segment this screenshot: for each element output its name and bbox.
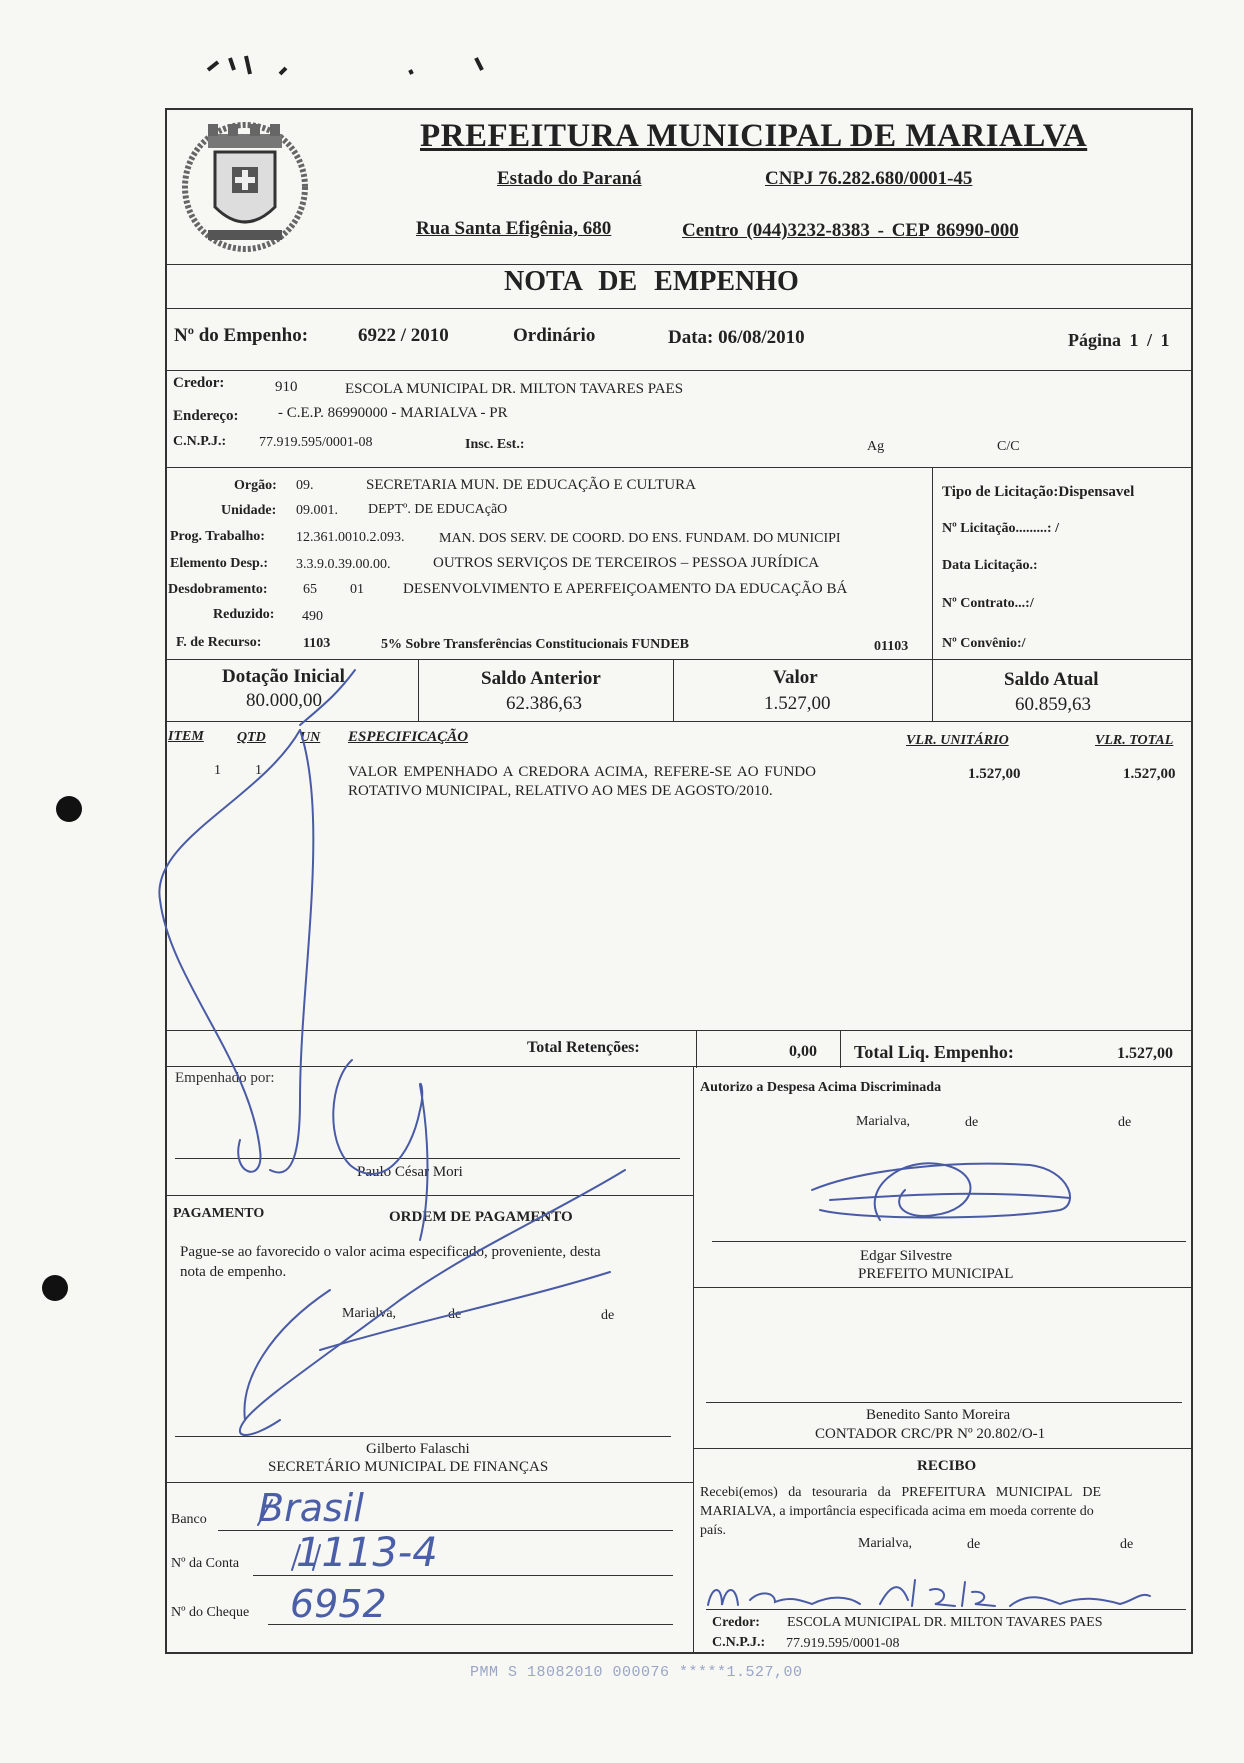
- autorizo-de-2: de: [1118, 1115, 1132, 1130]
- saldo-anterior-label: Saldo Anterior: [481, 668, 601, 689]
- autorizo-de-1: de: [965, 1115, 979, 1130]
- numero-contrato: Nº Contrato...:/: [942, 596, 1034, 611]
- prog-label: Prog. Trabalho:: [170, 529, 265, 544]
- header-cnpj: CNPJ 76.282.680/0001-45: [765, 168, 973, 189]
- orgao-code: 09.: [296, 478, 314, 493]
- item-valor-total: 1.527,00: [1123, 766, 1176, 782]
- machine-stamp: PMM S 18082010 000076 *****1.527,00: [470, 1664, 803, 1681]
- desdobramento-name: DESENVOLVIMENTO E APERFEIÇOAMENTO DA EDUCAÇÃO BÁ: [403, 581, 848, 597]
- total-liquido-value: 1.527,00: [1117, 1045, 1173, 1062]
- empenho-type: Ordinário: [513, 325, 596, 346]
- item-especificacao-1: VALOR EMPENHADO A CREDORA ACIMA, REFERE-SE AO FUNDO: [348, 764, 816, 780]
- col-qtd: QTD: [237, 730, 266, 745]
- elemento-name: OUTROS SERVIÇOS DE TERCEIROS – PESSOA JURÍDICA: [433, 555, 820, 571]
- tipo-licitacao: Tipo de Licitação:Dispensavel: [942, 484, 1135, 500]
- banco-label: Banco: [171, 1512, 207, 1527]
- recibo-texto-3: país.: [700, 1523, 727, 1538]
- autorizo-text: Autorizo a Despesa Acima Discriminada: [700, 1080, 942, 1095]
- total-retencoes-value: 0,00: [789, 1043, 817, 1060]
- item-valor-unitario: 1.527,00: [968, 766, 1021, 782]
- recibo-de-2: de: [1120, 1537, 1134, 1552]
- punch-hole-bottom: [42, 1275, 68, 1301]
- prog-code: 12.361.0010.2.093.: [296, 530, 405, 545]
- recibo-title: RECIBO: [917, 1458, 977, 1474]
- recibo-cnpj-label: C.N.P.J.:: [712, 1635, 766, 1650]
- recibo-texto-2: MARIALVA, a importância especificada acima em moeda corrente do: [700, 1504, 1094, 1519]
- saldo-atual-value: 60.859,63: [1015, 694, 1091, 715]
- page-number: Página 1 / 1: [1068, 330, 1170, 350]
- punch-hole-top: [56, 796, 82, 822]
- fonte-code: 1103: [303, 636, 331, 651]
- desdobramento-label: Desdobramento:: [168, 582, 268, 597]
- reduzido-label: Reduzido:: [213, 607, 275, 622]
- credor-address: - C.E.P. 86990000 - MARIALVA - PR: [278, 405, 508, 421]
- empenho-number: 6922 / 2010: [358, 325, 449, 346]
- ordem-pagamento-title: ORDEM DE PAGAMENTO: [389, 1209, 573, 1225]
- prefeito-nome: Edgar Silvestre: [860, 1248, 953, 1264]
- credor-name: ESCOLA MUNICIPAL DR. MILTON TAVARES PAES: [345, 381, 684, 397]
- scan-marks: [200, 40, 500, 90]
- conta-label: Nº da Conta: [171, 1556, 240, 1571]
- col-especificacao: ESPECIFICAÇÃO: [348, 729, 469, 745]
- empenhado-label: Empenhado por:: [175, 1070, 275, 1086]
- numero-convenio: Nº Convênio:/: [942, 636, 1026, 651]
- header-estado: Estado do Paraná: [497, 168, 642, 189]
- pagamento-texto-2: nota de empenho.: [180, 1264, 287, 1280]
- recibo-texto-1: Recebi(emos) da tesouraria da PREFEITURA MUNICIPAL DE: [700, 1485, 1102, 1500]
- pagamento-de-2: de: [601, 1308, 615, 1323]
- total-retencoes-label: Total Retenções:: [527, 1039, 640, 1056]
- document-title: NOTA DE EMPENHO: [504, 266, 799, 297]
- cheque-value: 6952: [290, 1582, 387, 1626]
- pagamento-label: PAGAMENTO: [173, 1206, 265, 1221]
- col-item: ITEM: [168, 729, 204, 744]
- data-licitacao: Data Licitação.:: [942, 558, 1038, 573]
- banco-value: Brasil: [258, 1486, 364, 1530]
- recibo-de-1: de: [967, 1537, 981, 1552]
- recibo-local: Marialva,: [858, 1536, 913, 1551]
- fonte-label: F. de Recurso:: [176, 635, 262, 650]
- elemento-label: Elemento Desp.:: [170, 556, 268, 571]
- item-qtd: 1: [255, 763, 262, 778]
- pagamento-local: Marialva,: [342, 1306, 397, 1321]
- valor-label: Valor: [773, 667, 818, 688]
- col-valor-total: VLR. TOTAL: [1095, 733, 1174, 748]
- desdobramento-code-1: 65: [303, 582, 317, 597]
- desdobramento-code-2: 01: [350, 582, 364, 597]
- prog-name: MAN. DOS SERV. DE COORD. DO ENS. FUNDAM. DO MUNICIPI: [439, 531, 841, 546]
- header-contato: Centro (044)3232-8383 - CEP 86990-000: [682, 220, 1019, 241]
- unidade-code: 09.001.: [296, 503, 338, 518]
- col-un: UN: [300, 730, 321, 745]
- coat-of-arms-logo: [170, 112, 320, 262]
- empenhado-nome: Paulo César Mori: [357, 1164, 463, 1180]
- credor-code: 910: [275, 379, 298, 395]
- insc-est-label: Insc. Est.:: [465, 437, 525, 452]
- contador-cargo: CONTADOR CRC/PR Nº 20.802/O-1: [815, 1426, 1046, 1442]
- credor-cnpj: 77.919.595/0001-08: [259, 435, 373, 450]
- secretario-nome: Gilberto Falaschi: [366, 1441, 470, 1457]
- pagamento-de-1: de: [448, 1307, 462, 1322]
- orgao-name: SECRETARIA MUN. DE EDUCAÇÃO E CULTURA: [366, 477, 696, 493]
- header-title: PREFEITURA MUNICIPAL DE MARIALVA: [420, 118, 1088, 154]
- recibo-cnpj: 77.919.595/0001-08: [786, 1636, 900, 1651]
- item-number: 1: [214, 763, 221, 778]
- recibo-credor-label: Credor:: [712, 1615, 760, 1630]
- cheque-label: Nº do Cheque: [171, 1605, 250, 1620]
- contador-nome: Benedito Santo Moreira: [866, 1407, 1011, 1423]
- header-endereco: Rua Santa Efigênia, 680: [416, 218, 612, 239]
- credor-label: Credor:: [173, 375, 225, 391]
- unidade-label: Unidade:: [221, 503, 277, 518]
- item-especificacao-2: ROTATIVO MUNICIPAL, RELATIVO AO MES DE AGOSTO/2010.: [348, 783, 773, 799]
- endereco-label: Endereço:: [173, 408, 239, 424]
- secretario-cargo: SECRETÁRIO MUNICIPAL DE FINANÇAS: [268, 1459, 549, 1475]
- unidade-name: DEPTº. DE EDUCAçãO: [368, 502, 508, 517]
- autorizo-local: Marialva,: [856, 1114, 911, 1129]
- empenho-date: Data: 06/08/2010: [668, 327, 805, 348]
- saldo-atual-label: Saldo Atual: [1004, 669, 1099, 690]
- valor-value: 1.527,00: [764, 693, 831, 714]
- col-valor-unitario: VLR. UNITÁRIO: [906, 733, 1009, 748]
- dotacao-inicial-value: 80.000,00: [246, 690, 322, 711]
- saldo-anterior-value: 62.386,63: [506, 693, 582, 714]
- dotacao-inicial-label: Dotação Inicial: [222, 666, 345, 687]
- numero-licitacao: Nº Licitação.........: /: [942, 521, 1059, 536]
- ag-label: Ag: [867, 439, 885, 454]
- empenho-number-label: Nº do Empenho:: [174, 325, 309, 346]
- total-liquido-label: Total Liq. Empenho:: [854, 1042, 1014, 1062]
- reduzido-value: 490: [302, 609, 323, 624]
- orgao-label: Orgão:: [234, 478, 277, 493]
- pagamento-texto-1: Pague-se ao favorecido o valor acima especificado, proveniente, desta: [180, 1244, 601, 1260]
- conta-value: 1113-4: [296, 1530, 438, 1576]
- prefeito-cargo: PREFEITO MUNICIPAL: [858, 1266, 1014, 1282]
- fonte-name: 5% Sobre Transferências Constitucionais FUNDEB: [381, 637, 690, 652]
- elemento-code: 3.3.9.0.39.00.00.: [296, 557, 391, 572]
- cc-label: C/C: [997, 439, 1020, 454]
- fonte-code-2: 01103: [874, 639, 909, 654]
- recibo-credor-name: ESCOLA MUNICIPAL DR. MILTON TAVARES PAES: [787, 1615, 1103, 1630]
- cnpj-label: C.N.P.J.:: [173, 434, 227, 449]
